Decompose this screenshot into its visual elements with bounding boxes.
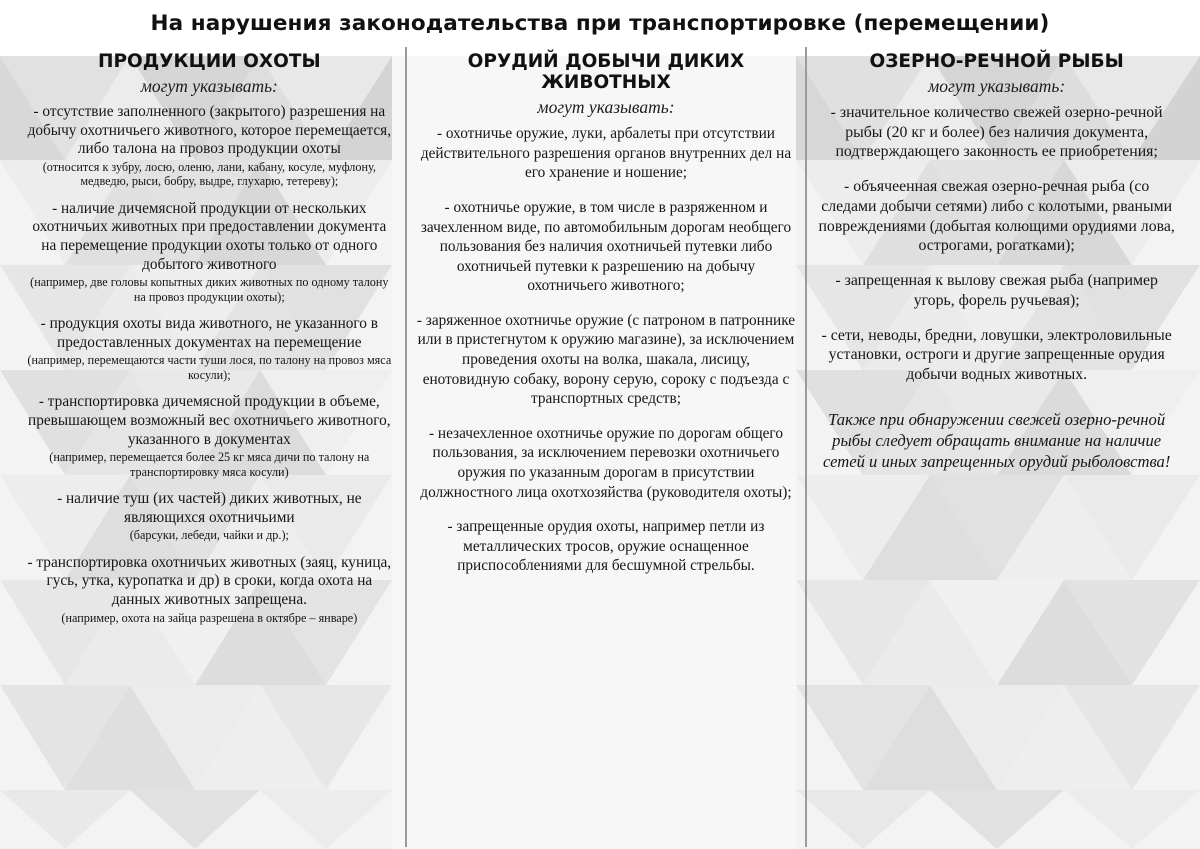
item-text: - транспортировка охотничьих животных (заяц, куница, гусь, утка, куропатка и др) в сроки, когда охота на данных животных запрещена. xyxy=(27,553,392,608)
item-text: - отсутствие заполненного (закрытого) разрешения на добычу охотничьего животного, которое перемещается, либо талона на провоз продукции охоты xyxy=(27,102,392,158)
column-title: ОЗЕРНО-РЕЧНОЙ РЫБЫ xyxy=(869,50,1124,72)
item-text: - запрещенная к вылову свежая рыба (например угорь, форель ручьевая); xyxy=(835,272,1158,309)
list-item xyxy=(24,200,395,304)
item-note: (например, две головы копытных диких животных по одному талону на провоз продукции охоты); xyxy=(30,275,389,304)
item-text: - значительное количество свежей озерно-речной рыбы (20 кг и более) без наличия документа, подтверждающего законность ее приобретения; xyxy=(830,103,1163,161)
list-item xyxy=(417,198,796,296)
list-item xyxy=(417,424,796,502)
list-item xyxy=(24,554,395,625)
item-text: - запрещенные орудия охоты, например петли из металлических тросов, оружие оснащенное приспособлениями для бесшумной стрельбы. xyxy=(447,518,765,575)
list-item xyxy=(817,326,1176,385)
column-title: ПРОДУКЦИИ ОХОТЫ xyxy=(97,50,321,72)
page-title: На нарушения законодательства при транспортировке (перемещении) xyxy=(150,11,1050,36)
column-items xyxy=(24,103,395,625)
item-text: - продукция охоты вида животного, не указанного в предоставленных документах на перемещение xyxy=(40,315,378,351)
list-item xyxy=(417,517,796,576)
column-title: ОРУДИЙ ДОБЫЧИ ДИКИХ ЖИВОТНЫХ xyxy=(467,50,745,93)
item-note: (относится к зубру, лосю, оленю, лани, кабану, косуле, муфлону, медведю, рыси, бобру, выдре, глухарю, тетереву); xyxy=(42,159,376,189)
column-items xyxy=(817,103,1176,385)
item-note: (например, перемещаются части туши лося, по талону на провоз мяса косули); xyxy=(27,353,392,382)
item-text: - охотничье оружие, в том числе в разряженном и зачехленном виде, по автомобильным дорогам необщего пользования без наличия охотничьей путевки либо охотничьей путевки к разрешению на добычу охотничьего животного; xyxy=(420,198,792,295)
column-subtitle: могут указывать: xyxy=(928,75,1066,96)
item-text: - транспортировка дичемясной продукции в объеме, превышающем возможный вес охотничьего животного, указанного в документах xyxy=(28,393,391,448)
list-item xyxy=(24,393,395,479)
list-item xyxy=(417,124,796,183)
item-text: - наличие туш (их частей) диких животных, не являющихся охотничьими xyxy=(57,489,362,526)
list-item xyxy=(817,103,1176,162)
item-note: (барсуки, лебеди, чайки и др.); xyxy=(129,528,289,543)
item-text: - охотничье оружие, луки, арбалеты при отсутствии действительного разрешения органов внутренних дел на его хранение и ношение; xyxy=(420,125,792,182)
column-lake-river-fish xyxy=(807,43,1186,849)
list-item xyxy=(24,490,395,543)
column-hunting-products xyxy=(14,43,405,849)
item-text: - незачехленное охотничье оружие по дорогам общего пользования, за исключением перевозки охотничьего оружия по указанным дорогам в присутствии должностного лица охотхозяйства (руководителя охоты); xyxy=(420,424,792,501)
columns-container xyxy=(14,43,1186,849)
item-text: - сети, неводы, бредни, ловушки, электроловильные установки, остроги и другие запрещенные орудия добычи водных животных. xyxy=(821,326,1172,384)
column-subtitle: могут указывать: xyxy=(140,75,278,96)
item-note: (например, перемещается более 25 кг мяса дичи по талону на транспортировку мяса косули) xyxy=(49,450,370,479)
list-item xyxy=(817,271,1176,310)
item-text: - наличие дичемясной продукции от нескольких охотничьих животных при предоставлении документа на перемещение продукции охоты только от одного добытого животного xyxy=(32,199,387,273)
column-items xyxy=(417,124,796,576)
list-item xyxy=(417,311,796,409)
list-item xyxy=(24,315,395,382)
column-subtitle: могут указывать: xyxy=(537,97,675,118)
column-hunting-tools xyxy=(407,43,806,849)
item-text: - заряженное охотничье оружие (с патроном в патроннике или в пристегнутом к оружию магазине), за исключением проведения охоты на волка, шакала, лисицу, енотовидную собаку, ворону серую, сороку с подъезда с транспортных средств; xyxy=(416,311,796,408)
item-text: - объячеенная свежая озерно-речная рыба (со следами добычи сетями) либо с колотыми, рваными повреждениями (добытая колющими орудиями лова, острогами, рогатками); xyxy=(818,178,1175,255)
item-note: (например, охота на зайца разрешена в октябре – январе) xyxy=(61,610,358,625)
list-item xyxy=(817,177,1176,256)
list-item xyxy=(24,103,395,189)
closing-note: Также при обнаружении свежей озерно-речной рыбы следует обращать внимание на наличие сетей и иных запрещенных орудий рыболовства! xyxy=(822,409,1171,472)
